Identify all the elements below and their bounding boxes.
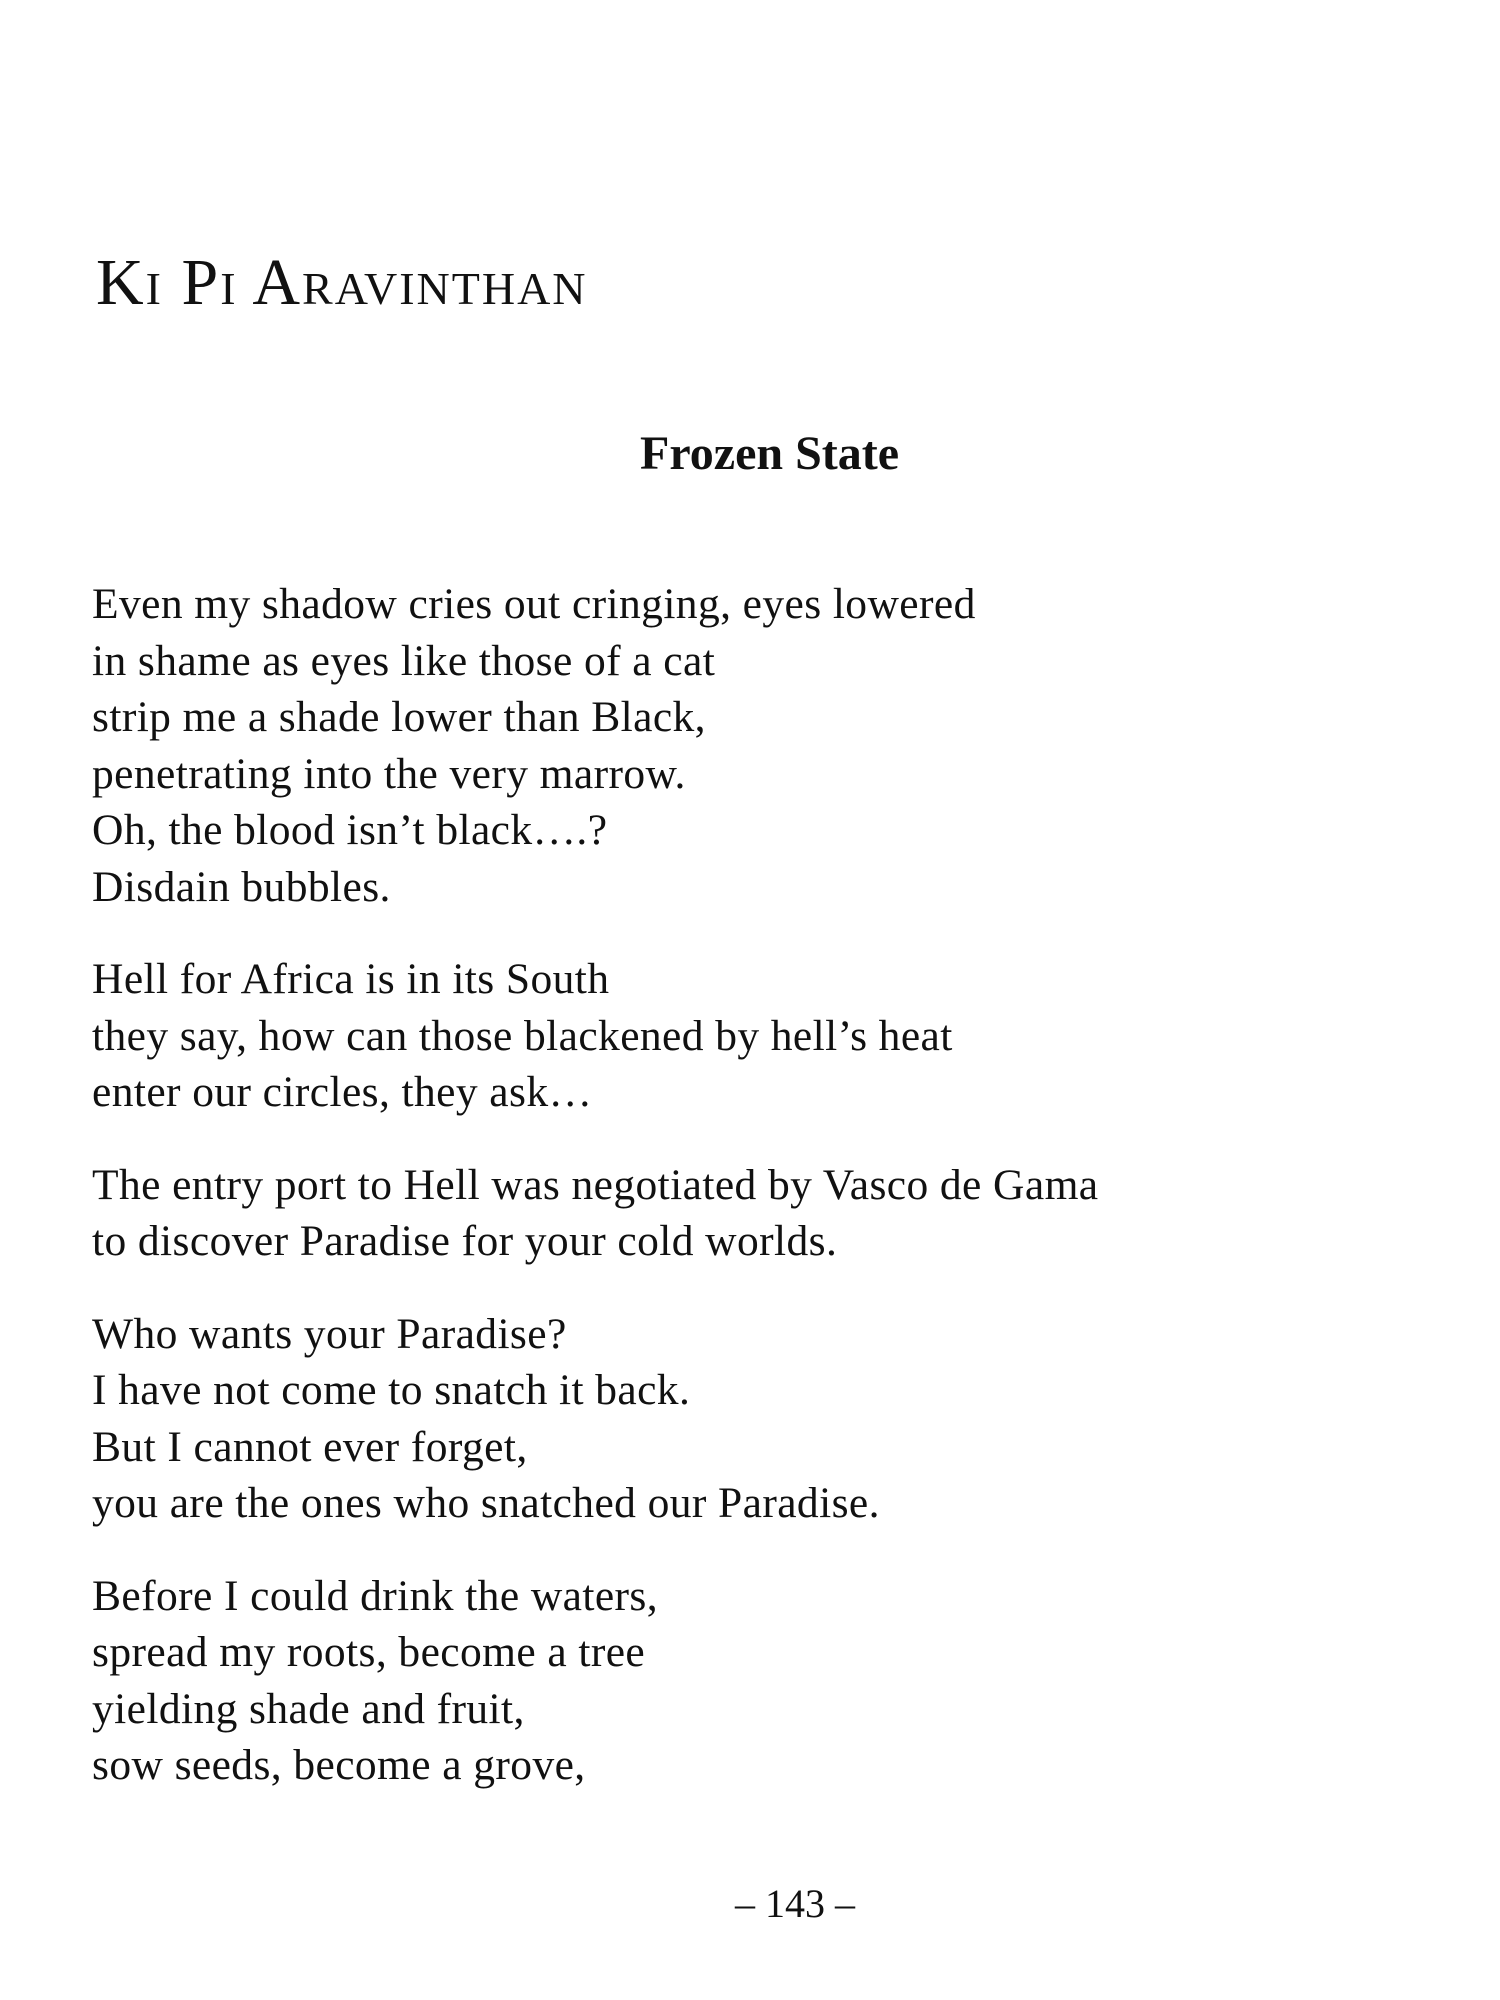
poem-line: Oh, the blood isn’t black….? [92, 806, 608, 854]
poem-line: to discover Paradise for your cold worlds. [92, 1217, 838, 1265]
stanza-5 [92, 1568, 1442, 1794]
poem-body [92, 576, 1442, 1830]
poem-line: spread my roots, become a tree [92, 1628, 646, 1676]
stanza-4 [92, 1306, 1442, 1532]
poem-line: they say, how can those blackened by hell’s heat [92, 1011, 953, 1060]
poem-line: sow seeds, become a grove, [92, 1741, 586, 1789]
poem-line: in shame as eyes like those of a cat [92, 636, 716, 685]
poem-line: Disdain bubbles. [92, 862, 391, 911]
stanza-3 [92, 1157, 1442, 1270]
poem-line: I have not come to snatch it back. [92, 1366, 691, 1414]
page-number: – 143 – [735, 1881, 855, 1926]
author-name: Ki Pi Aravinthan [96, 246, 588, 319]
poem-line: enter our circles, they ask… [92, 1068, 593, 1116]
poem-line: strip me a shade lower than Black, [92, 693, 706, 741]
stanza-2 [92, 951, 1442, 1121]
stanza-1 [92, 576, 1442, 915]
poem-title: Frozen State [640, 427, 900, 480]
poem-line: you are the ones who snatched our Paradise. [92, 1479, 880, 1527]
poem-line: Hell for Africa is in its South [92, 955, 610, 1003]
poem-line: Even my shadow cries out cringing, eyes lowered [92, 580, 976, 628]
poem-line: penetrating into the very marrow. [92, 749, 686, 798]
poem-line: But I cannot ever forget, [92, 1422, 528, 1471]
poem-line: Who wants your Paradise? [92, 1309, 567, 1358]
poem-line: Before I could drink the waters, [92, 1571, 659, 1620]
poem-line: The entry port to Hell was negotiated by Vasco de Gama [92, 1160, 1099, 1209]
poem-line: yielding shade and fruit, [92, 1684, 525, 1733]
